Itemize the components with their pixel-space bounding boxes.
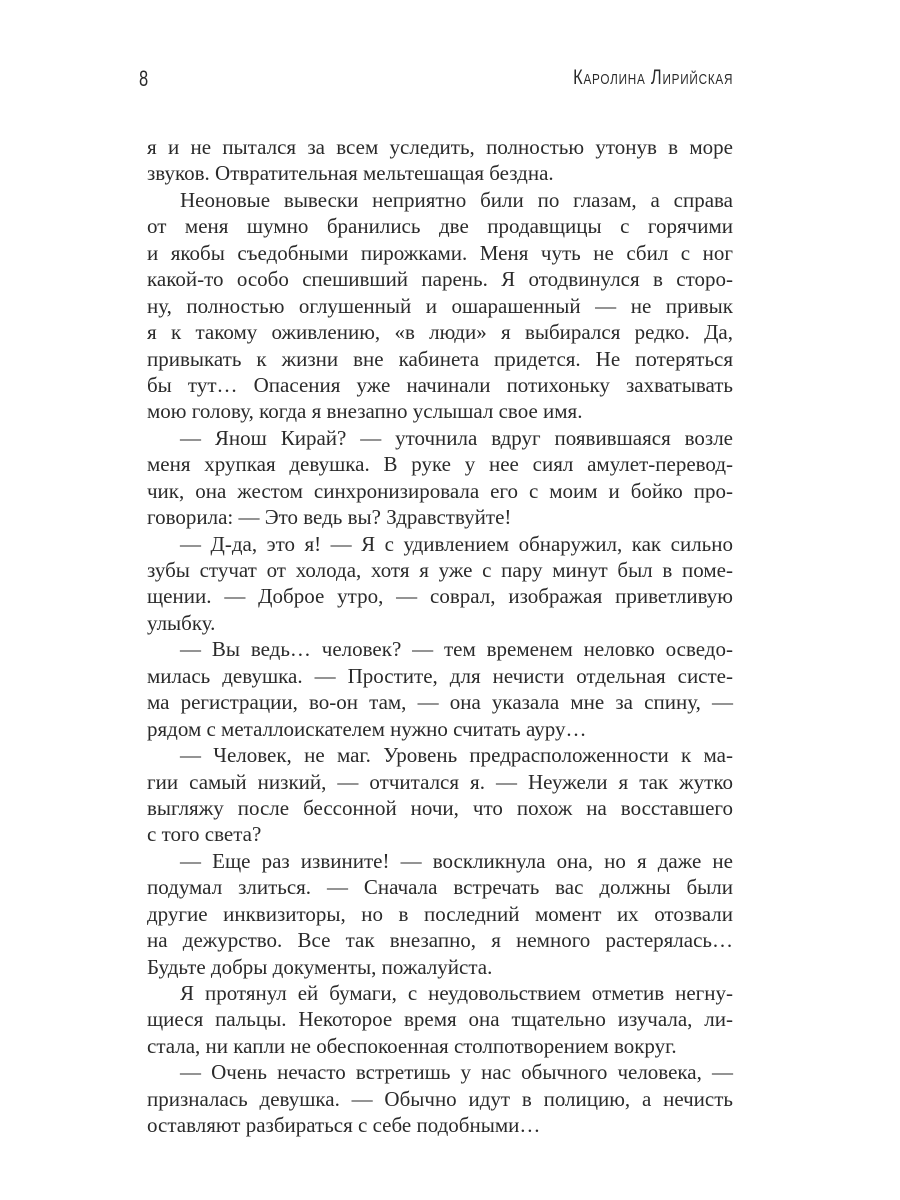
paragraph <box>147 187 733 425</box>
text-line: чик, она жестом синхронизировала его с моим и бойко про- <box>147 478 733 503</box>
text-line: говорила: — Это ведь вы? Здравствуйте! <box>147 505 512 530</box>
paragraph <box>147 531 733 637</box>
text-line: какой-то особо спешивший парень. Я отодвинулся в сторо- <box>147 267 733 292</box>
text-line: и якобы съедобными пирожками. Меня чуть не сбил с ног <box>147 240 733 265</box>
text-line: бы тут… Опасения уже начинали потихоньку захватывать <box>147 372 733 397</box>
text-line: призналась девушка. — Обычно идут в полицию, а нечисть <box>147 1086 733 1111</box>
text-line: зубы стучат от холода, хотя я уже с пару минут был в поме- <box>147 558 733 582</box>
text-line: рядом с металлоискателем нужно считать ауру… <box>147 716 587 741</box>
text-line: звуков. Отвратительная мельтешащая бездна. <box>147 161 554 186</box>
text-line: Будьте добры документы, пожалуйста. <box>147 954 493 979</box>
paragraph <box>147 742 733 848</box>
text-line: — Д-да, это я! — Я с удивлением обнаружил, как сильно <box>180 531 733 556</box>
text-line: милась девушка. — Простите, для нечисти отдельная систе- <box>147 663 733 688</box>
text-line: — Вы ведь… человек? — тем временем неловко осведо- <box>180 637 733 662</box>
paragraph <box>147 636 733 742</box>
paragraph <box>147 980 733 1059</box>
page-number: 8 <box>139 66 149 91</box>
text-line: я к такому оживлению, «в люди» я выбирался редко. Да, <box>147 320 733 345</box>
paragraph <box>147 1059 733 1138</box>
text-line: — Очень нечасто встретишь у нас обычного человека, — <box>180 1060 733 1085</box>
text-line: стала, ни капли не обеспокоенная столпотворением вокруг. <box>147 1033 677 1058</box>
text-line: Я протянул ей бумаги, с неудовольствием отметив негну- <box>180 981 733 1005</box>
text-line: улыбку. <box>147 610 216 635</box>
text-line: привыкать к жизни вне кабинета придется. Не потеряться <box>147 346 733 371</box>
text-line: от меня шумно бранились две продавщицы с горячими <box>147 214 733 239</box>
text-line: на дежурство. Все так внезапно, я немного растерялась… <box>147 928 733 953</box>
text-line: — Еще раз извините! — воскликнула она, но я даже не <box>180 848 733 873</box>
body-text <box>147 134 733 1139</box>
text-line: — Человек, не маг. Уровень предрасположенности к ма- <box>180 743 733 768</box>
text-line: с того света? <box>147 822 262 847</box>
paragraph <box>147 134 733 187</box>
text-line: ма регистрации, во-он там, — она указала мне за спину, — <box>147 690 733 715</box>
text-line: другие инквизиторы, но в последний момент их отозвали <box>147 901 733 926</box>
text-line: гии самый низкий, — отчитался я. — Неужели я так жутко <box>147 769 733 794</box>
text-line: ну, полностью оглушенный и ошарашенный — не привык <box>147 293 733 318</box>
paragraph <box>147 425 733 531</box>
paragraph <box>147 848 733 980</box>
text-line: щиеся пальцы. Некоторое время она тщательно изучала, ли- <box>147 1007 733 1032</box>
text-line: подумал злиться. — Сначала встречать вас должны были <box>147 875 733 900</box>
text-line: мою голову, когда я внезапно услышал свое имя. <box>147 399 583 424</box>
text-line: щении. — Доброе утро, — соврал, изображая приветливую <box>147 584 733 609</box>
text-line: Неоновые вывески неприятно били по глазам, а справа <box>180 187 733 212</box>
text-line: выгляжу после бессонной ночи, что похож на восставшего <box>147 795 733 820</box>
text-line: оставляют разбираться с себе подобными… <box>147 1113 541 1138</box>
text-line: меня хрупкая девушка. В руке у нее сиял амулет-перевод- <box>147 452 733 477</box>
running-head-author: Каролина Лирийская <box>572 66 733 89</box>
text-line: — Янош Кирай? — уточнила вдруг появившаяся возле <box>180 425 733 450</box>
text-line: я и не пытался за всем уследить, полностью утонув в море <box>147 135 733 159</box>
